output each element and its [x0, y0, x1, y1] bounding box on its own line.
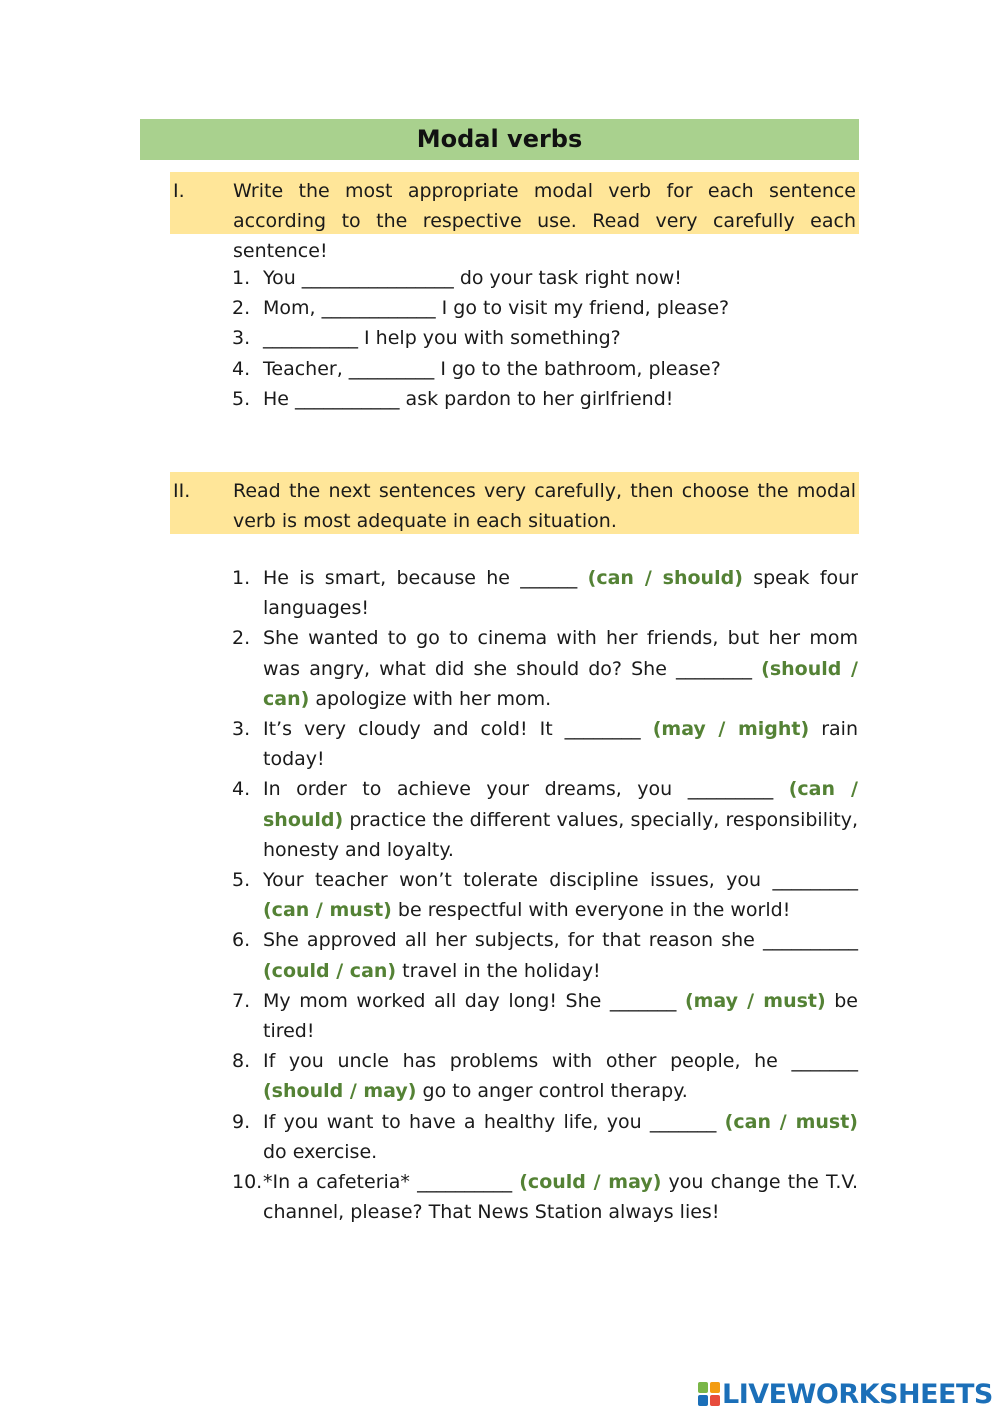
section-1-instruction: [170, 172, 859, 262]
item-options: (could / may): [519, 1171, 662, 1194]
item-options: (can / should): [587, 567, 743, 589]
list-item: [232, 1046, 858, 1106]
item-text: [263, 1046, 858, 1106]
item-number: 3.: [232, 718, 251, 741]
item-text-after: do exercise.: [263, 1140, 378, 1163]
section-2-number: II.: [173, 480, 191, 502]
item-text: You ________________ do your task right now!: [263, 267, 682, 289]
item-text: [263, 714, 858, 774]
item-options: (can / should): [263, 778, 858, 831]
section-2-list: [232, 563, 858, 1227]
item-options: (should / may): [263, 1080, 417, 1103]
item-number: 10.: [232, 1171, 263, 1194]
item-text-after: go to anger control therapy.: [416, 1080, 688, 1103]
list-item: [232, 1107, 858, 1167]
list-item: [232, 986, 858, 1046]
item-text: Mom, ____________ I go to visit my friend, please?: [263, 297, 730, 320]
item-text-before: If you want to have a healthy life, you _______: [263, 1110, 725, 1133]
list-item: [232, 925, 858, 985]
item-number: 7.: [232, 989, 251, 1012]
item-text: [263, 563, 858, 623]
list-item: [232, 774, 858, 865]
item-options: (may / must): [684, 989, 826, 1012]
item-options: (may / might): [652, 718, 810, 741]
item-text-after: be tired!: [263, 989, 858, 1043]
liveworksheets-wordmark: LIVEWORKSHEETS: [722, 1378, 993, 1410]
item-options: (can / must): [263, 899, 392, 922]
list-item: [232, 354, 858, 384]
item-text-before: If you uncle has problems with other people, he _______: [263, 1050, 858, 1073]
item-text-before: She wanted to go to cinema with her friends, but her mom was angry, what did she should do? She ________: [263, 627, 858, 680]
item-number: 5.: [232, 387, 251, 410]
item-text-before: Your teacher won’t tolerate discipline issues, you _________: [263, 869, 858, 892]
item-number: 8.: [232, 1050, 251, 1073]
item-text-after: apologize with her mom.: [309, 687, 552, 710]
worksheet-title: Modal verbs: [140, 119, 859, 160]
item-text-before: He is smart, because he ______: [263, 567, 588, 589]
item-number: 5.: [232, 869, 251, 892]
item-number: 9.: [232, 1110, 251, 1133]
list-item: [232, 1167, 858, 1227]
section-2-instruction: [170, 472, 859, 534]
list-item: [232, 865, 858, 925]
item-number: 6.: [232, 929, 251, 952]
item-text-after: be respectful with everyone in the world!: [391, 899, 791, 922]
item-number: 1.: [232, 267, 251, 289]
item-number: 1.: [232, 567, 251, 589]
liveworksheets-mark-icon: [698, 1382, 720, 1406]
liveworksheets-logo: [698, 1378, 993, 1410]
item-text: [263, 623, 858, 714]
item-text-after: rain today!: [263, 718, 858, 771]
list-item: [232, 384, 858, 414]
item-number: 4.: [232, 778, 251, 801]
item-text: [263, 925, 858, 985]
item-number: 3.: [232, 327, 251, 350]
item-options: (can / must): [724, 1110, 858, 1133]
item-text: He ___________ ask pardon to her girlfriend!: [263, 387, 674, 410]
list-item: [232, 714, 858, 774]
list-item: [232, 323, 858, 353]
section-1-instruction-text: Write the most appropriate modal verb for each sentence according to the respective use. Read very carefully each sentence!: [233, 180, 856, 262]
item-text: [263, 774, 858, 865]
item-text-before: It’s very cloudy and cold! It ________: [263, 718, 653, 741]
item-text-after: travel in the holiday!: [396, 959, 601, 982]
item-number: 2.: [232, 297, 251, 320]
item-text: [263, 1107, 858, 1167]
item-text-after: practice the different values, specially, responsibility, honesty and loyalty.: [263, 808, 858, 861]
item-text: [263, 1167, 858, 1227]
section-1-number: I.: [173, 180, 185, 202]
item-text-before: *In a cafeteria* __________: [263, 1171, 520, 1194]
item-text: __________ I help you with something?: [263, 327, 621, 350]
list-item: [232, 293, 858, 323]
item-text: Teacher, _________ I go to the bathroom, please?: [263, 357, 721, 380]
item-options: (could / can): [263, 959, 397, 982]
item-text-before: She approved all her subjects, for that reason she __________: [263, 929, 858, 952]
item-number: 4.: [232, 357, 251, 380]
item-text-before: My mom worked all day long! She _______: [263, 989, 685, 1012]
list-item: [232, 623, 858, 714]
list-item: [232, 263, 858, 293]
item-text: [263, 986, 858, 1046]
section-2-instruction-text: Read the next sentences very carefully, then choose the modal verb is most adequate in each situation.: [233, 480, 856, 532]
item-text-before: In order to achieve your dreams, you _________: [263, 778, 789, 801]
section-1-list: [232, 263, 858, 414]
item-text-after: you change the T.V. channel, please? That News Station always lies!: [263, 1171, 858, 1224]
item-options: (should / can): [263, 657, 858, 710]
item-text: [263, 865, 858, 925]
item-number: 2.: [232, 627, 251, 650]
item-text-after: speak four languages!: [263, 567, 858, 620]
list-item: [232, 563, 858, 623]
